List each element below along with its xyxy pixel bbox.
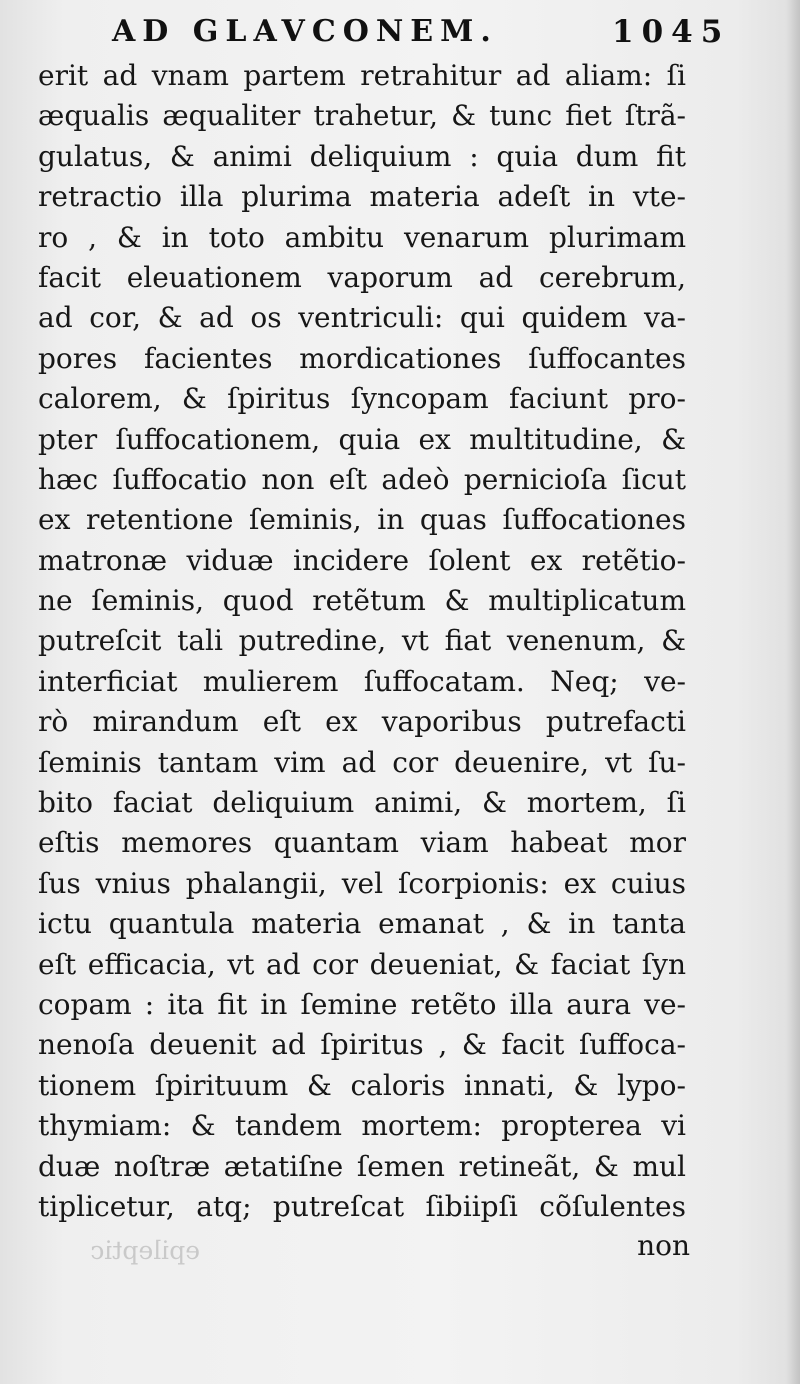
text-line: calorem, & ſpiritus ſyncopam faciunt pro- (38, 382, 686, 416)
text-line: ictu quantula materia emanat , & in tanta (38, 907, 686, 941)
text-line: matronæ viduæ incidere ſolent ex retẽtio- (38, 543, 686, 577)
text-line: ad cor, & ad os ventriculi: qui quidem va- (38, 301, 686, 335)
text-line: eſtis memores quantam viam habeat mor (38, 826, 686, 860)
text-line: rò mirandum eſt ex vaporibus putrefacti (38, 705, 686, 739)
text-line: thymiam: & tandem mortem: propterea vi (38, 1109, 686, 1143)
text-line: tionem ſpirituum & caloris innati, & lypo- (38, 1068, 686, 1102)
text-line: tiplicetur, atq; putreſcat ſibiipſi cõſulentes (38, 1189, 686, 1223)
text-line: hæc ſuffocatio non eſt adeò pernicioſa ſicut (38, 462, 686, 496)
show-through-text: epileptic (90, 1236, 200, 1265)
text-line: æqualis æqualiter trahetur, & tunc fiet ſtrã- (38, 99, 686, 133)
text-line: ſus vnius phalangii, vel ſcorpionis: ex cuius (38, 866, 686, 900)
text-line: nenoſa deuenit ad ſpiritus , & facit ſuffoca- (38, 1028, 686, 1062)
text-line: pter ſuffocationem, quia ex multitudine, & (38, 422, 686, 456)
running-title: AD GLAVCONEM. (112, 14, 498, 49)
text-line: copam : ita fit in ſemine retẽto illa aura ve- (38, 987, 686, 1021)
text-line: ſeminis tantam vim ad cor deuenire, vt ſu- (38, 745, 686, 779)
page-edge-shadow (786, 0, 800, 1384)
text-line: ne ſeminis, quod retẽtum & multiplicatum (38, 584, 686, 618)
text-line: gulatus, & animi deliquium : quia dum fit (38, 139, 686, 173)
text-line: erit ad vnam partem retrahitur ad aliam: ſi (38, 59, 686, 92)
text-line: facit eleuationem vaporum ad cerebrum, (38, 260, 686, 294)
page-number: 1045 (612, 14, 731, 50)
body-text (38, 56, 686, 1223)
text-line: interficiat mulierem ſuffocatam. Neq; ve- (38, 664, 686, 698)
text-line: ex retentione ſeminis, in quas ſuffocationes (38, 503, 686, 537)
text-line: ro , & in toto ambitu venarum plurimam (38, 220, 686, 254)
text-line: pores facientes mordicationes ſuffocantes (38, 341, 686, 375)
text-line: putreſcit tali putredine, vt fiat venenum, & (38, 624, 686, 658)
text-line: duæ noſtræ ætatiſne ſemen retineãt, & mul (38, 1149, 686, 1183)
text-line: bito faciat deliquium animi, & mortem, ſi (38, 786, 686, 820)
text-line: eſt efficacia, vt ad cor deueniat, & faciat ſyn (38, 947, 686, 981)
catchword: non (637, 1229, 690, 1262)
text-line: retractio illa plurima materia adeſt in vte- (38, 180, 686, 214)
